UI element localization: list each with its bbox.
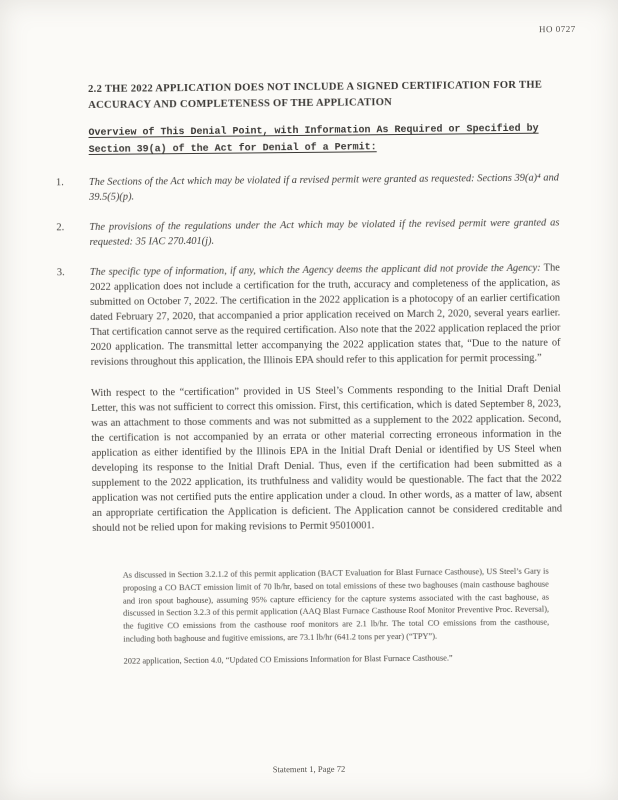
footnote-block — [123, 566, 550, 668]
list-item-number: 2. — [56, 222, 65, 234]
document-body — [55, 77, 564, 678]
list-item-text: The provisions of the regulations under the Act which may be violated if the revised permit were granted as requested: 35 IAC 270.401(j). — [89, 217, 560, 248]
list-item-text: The 2022 application does not include a certification for the truth, accuracy and completeness of the application, as submitted on October 7, 2022. The certification in the 2022 application is a photocopy of an earlier certification dated February 27, 2020, that accompanied a prior application received on March 2, 2020, several years earlier. That certification cannot serve as the required certification. Also note that the 2022 application replaced the prior 2020 application. The transmittal letter accompanying the 2022 application states that, “Due to the nature of revisions throughout this application, the Illinois EPA should refer to this application for permit processing.” — [89, 262, 561, 368]
denial-point-subheading: Overview of This Denial Point, with Information As Required or Specified by Section 39(a) of the Act for Denial of a Permit: — [88, 123, 539, 157]
list-item-number: 1. — [55, 177, 64, 189]
numbered-list — [55, 171, 561, 370]
footnote: 2022 application, Section 4.0, “Updated CO Emissions Information for Blast Furnace Casthouse.” — [123, 653, 453, 666]
list-item-number: 3. — [56, 266, 65, 279]
list-item — [56, 216, 560, 250]
list-item-lead: The specific type of information, if any, which the Agency deems the applicant did not provide the Agency: — [89, 262, 541, 278]
footnote: As discussed in Section 3.2.1.2 of this permit application (BACT Evaluation for Blast Furnace Casthouse), US Steel’s Gary is proposing a CO BACT emission limit of 70 lb/hr, based on total emissions of these two baghouses (main casthouse baghouse and iron spout baghouse), assuming 95% capture efficiency for the capture systems associated with the cast baghouse, as discussed in Section 3.2.3 of this permit application (AAQ Blast Furnace Casthouse Roof Monitor Preventive Proc. Reversal), the fugitive CO emissions from the casthouse roof monitors are 2.1 lb/hr. The total CO emissions from the casthouse, including both baghouse and fugitive emissions, are 73.1 lb/hr (641.2 tons per year) (“TPY”). — [122, 567, 550, 644]
list-item — [56, 261, 561, 370]
bates-stamp: HO 0727 — [539, 23, 577, 35]
list-item-text: The Sections of the Act which may be violated if a revised permit were granted as requested: Sections 39(a)⁴ and 39.5(5)(p). — [88, 172, 559, 203]
section-heading: 2.2 THE 2022 APPLICATION DOES NOT INCLUDE A SIGNED CERTIFICATION FOR THE ACCURACY AND COMPLETENESS OF THE APPLICATION — [88, 79, 543, 112]
certification-discussion-paragraph: With respect to the “certification” provided in US Steel’s Comments responding to the Initial Draft Denial Letter, this was not sufficient to correct this omission. First, this certification, which is dated September 8, 2023, was an attachment to those comments and was not submitted as a supplement to the 2022 application. Second, the certification is not accompanied by an errata or other material correcting erroneous information in the application as either identified by the Illinois EPA in the Initial Draft Denial or identified by US Steel when developing its response to the Initial Draft Denial. Thus, even if the certification had been submitted as a supplement to the 2022 application, its truthfulness and validity would be questionable. The fact that the 2022 application was not certified puts the entire application under a cloud. In other words, as a matter of law, absent an appropriate certification the Application is deficient. The Application cannot be considered creditable and should not be relied upon for making revisions to Permit 95010001. — [90, 383, 563, 534]
list-item — [55, 171, 559, 205]
page-footer: Statement 1, Page 72 — [272, 763, 346, 775]
